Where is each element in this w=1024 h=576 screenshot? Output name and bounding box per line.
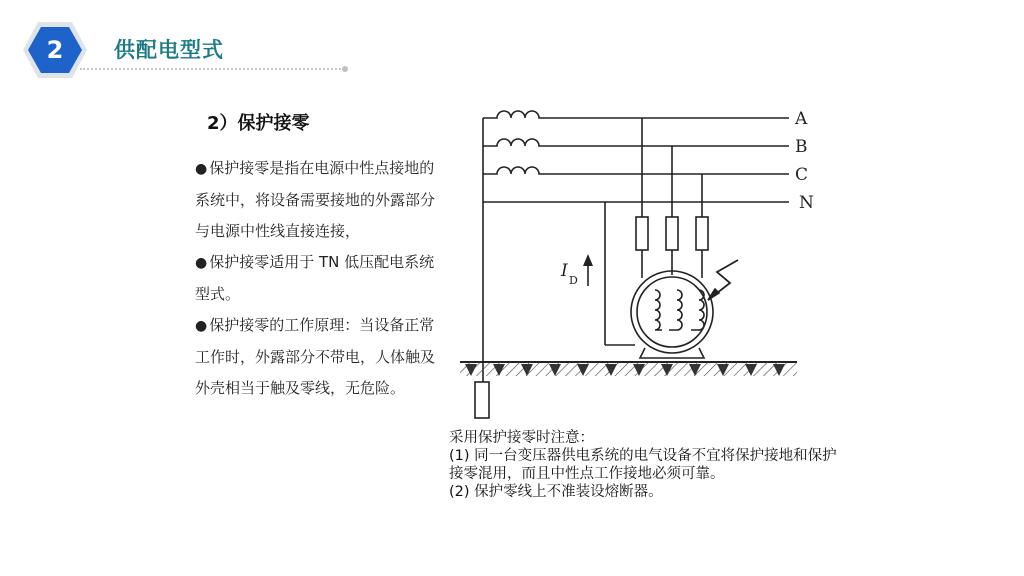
paragraph-3-text: 保护接零的工作原理：当设备正常工作时，外露部分不带电，人体触及外壳相当于触及零线，无危险。	[195, 316, 436, 397]
section-subtitle: 2）保护接零	[207, 113, 310, 134]
label-a: A	[795, 109, 808, 129]
divider-end-dot	[342, 66, 348, 72]
section-number-badge	[22, 20, 88, 80]
paragraph-2-text: 保护接零适用于 TN 低压配电系统型式。	[195, 253, 435, 303]
phase-line-a	[483, 111, 789, 118]
notes-block	[449, 429, 839, 501]
paragraph-3	[195, 310, 440, 404]
paragraph-2	[195, 247, 440, 310]
phase-line-b	[483, 139, 789, 146]
body-text	[195, 153, 440, 404]
note-item-2: (2) 保护零线上不准装设熔断器。	[449, 484, 663, 500]
title-divider	[80, 68, 345, 70]
current-label: I	[561, 261, 568, 281]
fuse-b	[666, 217, 678, 250]
paragraph-1-text: 保护接零是指在电源中性点接地的系统中，将设备需要接地的外露部分与电源中性线直接连接，	[195, 159, 436, 240]
paragraph-1	[195, 153, 440, 247]
bullet-icon: ●	[195, 318, 208, 334]
ground-electrode	[475, 382, 489, 418]
page-title: 供配电型式	[114, 38, 224, 62]
motor-housing	[631, 271, 713, 353]
notes-heading: 采用保护接零时注意：	[449, 430, 594, 446]
fuse-a	[636, 217, 648, 250]
bullet-icon: ●	[195, 255, 208, 271]
protective-neutral-diagram	[455, 100, 825, 425]
label-n: N	[799, 193, 814, 213]
note-item-1: (1) 同一台变压器供电系统的电气设备不宜将保护接地和保护接零混用，而且中性点工作接地必须可靠。	[449, 448, 837, 482]
phase-line-c	[483, 167, 789, 174]
label-c: C	[795, 165, 809, 185]
label-b: B	[795, 137, 808, 157]
bullet-icon: ●	[195, 161, 208, 177]
section-number: 2	[46, 36, 64, 64]
current-subscript: D	[569, 274, 578, 287]
current-arrow-icon	[583, 254, 593, 266]
fuse-c	[696, 217, 708, 250]
